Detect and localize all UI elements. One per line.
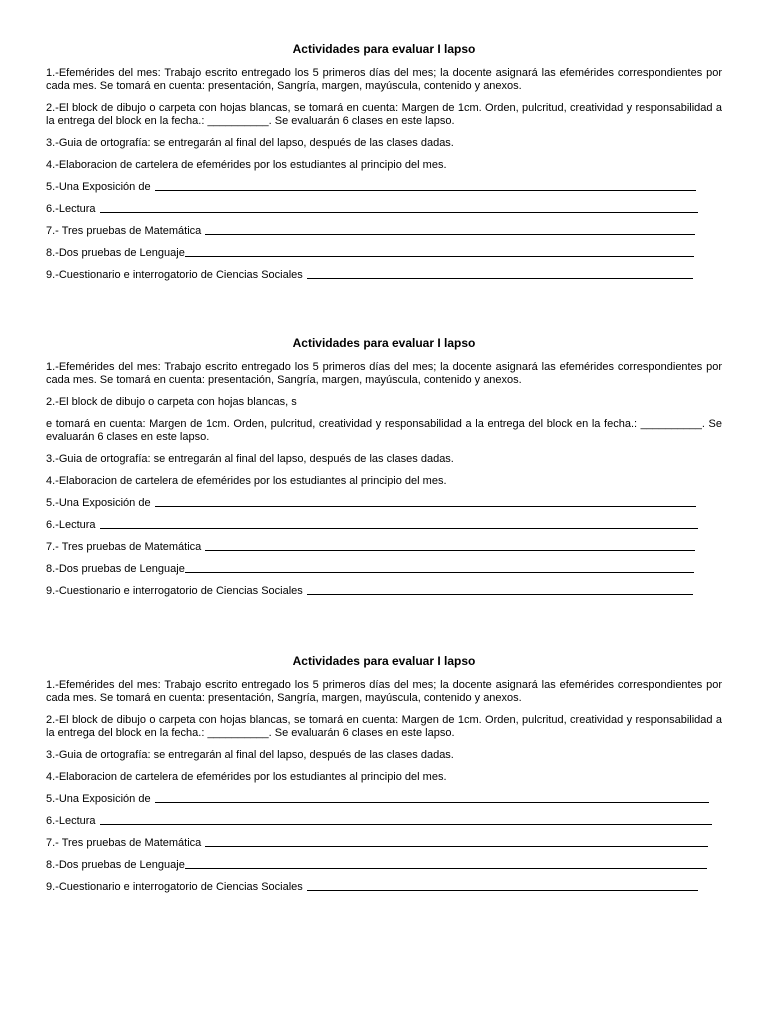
- item-lectura: [46, 203, 722, 216]
- item-exposicion: [46, 497, 722, 510]
- item-label: 7.- Tres pruebas de Matemática: [46, 837, 202, 849]
- item-guia-ortografia: 3.-Guia de ortografía: se entregarán al final del lapso, después de las clases dadas.: [46, 749, 454, 761]
- activities-block-3: [46, 655, 722, 903]
- fill-in-blank[interactable]: [307, 889, 698, 891]
- item-label: 7.- Tres pruebas de Matemática: [46, 541, 202, 553]
- item-efemerides: 1.-Efemérides del mes: Trabajo escrito entregado los 5 primeros días del mes; la docente asignará las efemérides correspondientes por cada mes. Se tomará en cuenta: presentación, Sangría, margen, mayúscula, contenido y anexos.: [46, 361, 722, 386]
- item-cartelera: 4.-Elaboracion de cartelera de efemérides por los estudiantes al principio del mes.: [46, 159, 447, 171]
- item-label: 7.- Tres pruebas de Matemática: [46, 225, 202, 237]
- item-cartelera: 4.-Elaboracion de cartelera de efemérides por los estudiantes al principio del mes.: [46, 475, 447, 487]
- fill-in-blank[interactable]: [185, 571, 694, 573]
- fill-in-blank[interactable]: [205, 845, 708, 847]
- item-label: 9.-Cuestionario e interrogatorio de Ciencias Sociales: [46, 881, 303, 893]
- item-label: 8.-Dos pruebas de Lenguaje: [46, 247, 185, 259]
- item-block-dibujo-part-2: e tomará en cuenta: Margen de 1cm. Orden, pulcritud, creatividad y responsabilidad a la entrega del block en la fecha.: __________. Se evaluarán 6 clases en este lapso.: [46, 418, 722, 443]
- item-lectura: [46, 815, 722, 828]
- item-label: 5.-Una Exposición de: [46, 181, 151, 193]
- fill-in-blank[interactable]: [307, 593, 693, 595]
- item-label: 8.-Dos pruebas de Lenguaje: [46, 859, 185, 871]
- fill-in-blank[interactable]: [100, 823, 712, 825]
- item-guia-ortografia: 3.-Guia de ortografía: se entregarán al final del lapso, después de las clases dadas.: [46, 453, 454, 465]
- item-label: 8.-Dos pruebas de Lenguaje: [46, 563, 185, 575]
- item-label: 9.-Cuestionario e interrogatorio de Ciencias Sociales: [46, 269, 303, 281]
- item-matematica: [46, 225, 722, 238]
- item-exposicion: [46, 793, 722, 806]
- item-label: 5.-Una Exposición de: [46, 497, 151, 509]
- item-ciencias-sociales: [46, 585, 722, 598]
- item-lenguaje: [46, 247, 722, 260]
- activities-block-1: [46, 43, 722, 291]
- fill-in-blank[interactable]: [155, 801, 709, 803]
- fill-in-blank[interactable]: [307, 277, 693, 279]
- item-block-dibujo: 2.-El block de dibujo o carpeta con hojas blancas, se tomará en cuenta: Margen de 1cm. Orden, pulcritud, creatividad y responsabilidad a la entrega del block en la fecha.: __________. Se evaluarán 6 clases en este lapso.: [46, 102, 722, 127]
- item-label: 5.-Una Exposición de: [46, 793, 151, 805]
- item-efemerides: 1.-Efemérides del mes: Trabajo escrito entregado los 5 primeros días del mes; la docente asignará las efemérides correspondientes por cada mes. Se tomará en cuenta: presentación, Sangría, margen, mayúscula, contenido y anexos.: [46, 67, 722, 92]
- item-label: 6.-Lectura: [46, 815, 96, 827]
- item-cartelera: 4.-Elaboracion de cartelera de efemérides por los estudiantes al principio del mes.: [46, 771, 447, 783]
- item-label: 6.-Lectura: [46, 203, 96, 215]
- item-lenguaje: [46, 859, 722, 872]
- item-guia-ortografia: 3.-Guia de ortografía: se entregarán al final del lapso, después de las clases dadas.: [46, 137, 454, 149]
- fill-in-blank[interactable]: [205, 233, 695, 235]
- block-title: Actividades para evaluar I lapso: [292, 654, 476, 668]
- item-matematica: [46, 837, 722, 850]
- item-lectura: [46, 519, 722, 532]
- fill-in-blank[interactable]: [185, 867, 707, 869]
- item-label: 6.-Lectura: [46, 519, 96, 531]
- fill-in-blank[interactable]: [155, 189, 696, 191]
- fill-in-blank[interactable]: [155, 505, 696, 507]
- fill-in-blank[interactable]: [185, 255, 694, 257]
- item-efemerides: 1.-Efemérides del mes: Trabajo escrito entregado los 5 primeros días del mes; la docente asignará las efemérides correspondientes por cada mes. Se tomará en cuenta: presentación, Sangría, margen, mayúscula, contenido y anexos.: [46, 679, 722, 704]
- item-matematica: [46, 541, 722, 554]
- block-title: Actividades para evaluar I lapso: [292, 42, 476, 56]
- item-lenguaje: [46, 563, 722, 576]
- item-exposicion: [46, 181, 722, 194]
- item-ciencias-sociales: [46, 881, 722, 894]
- item-block-dibujo-part-1: 2.-El block de dibujo o carpeta con hojas blancas, s: [46, 396, 297, 408]
- fill-in-blank[interactable]: [205, 549, 695, 551]
- activities-block-2: [46, 337, 722, 607]
- item-label: 9.-Cuestionario e interrogatorio de Ciencias Sociales: [46, 585, 303, 597]
- item-block-dibujo: 2.-El block de dibujo o carpeta con hojas blancas, se tomará en cuenta: Margen de 1cm. Orden, pulcritud, creatividad y responsabilidad a la entrega del block en la fecha.: __________. Se evaluarán 6 clases en este lapso.: [46, 714, 722, 739]
- item-ciencias-sociales: [46, 269, 722, 282]
- fill-in-blank[interactable]: [100, 211, 698, 213]
- fill-in-blank[interactable]: [100, 527, 698, 529]
- block-title: Actividades para evaluar I lapso: [292, 336, 476, 350]
